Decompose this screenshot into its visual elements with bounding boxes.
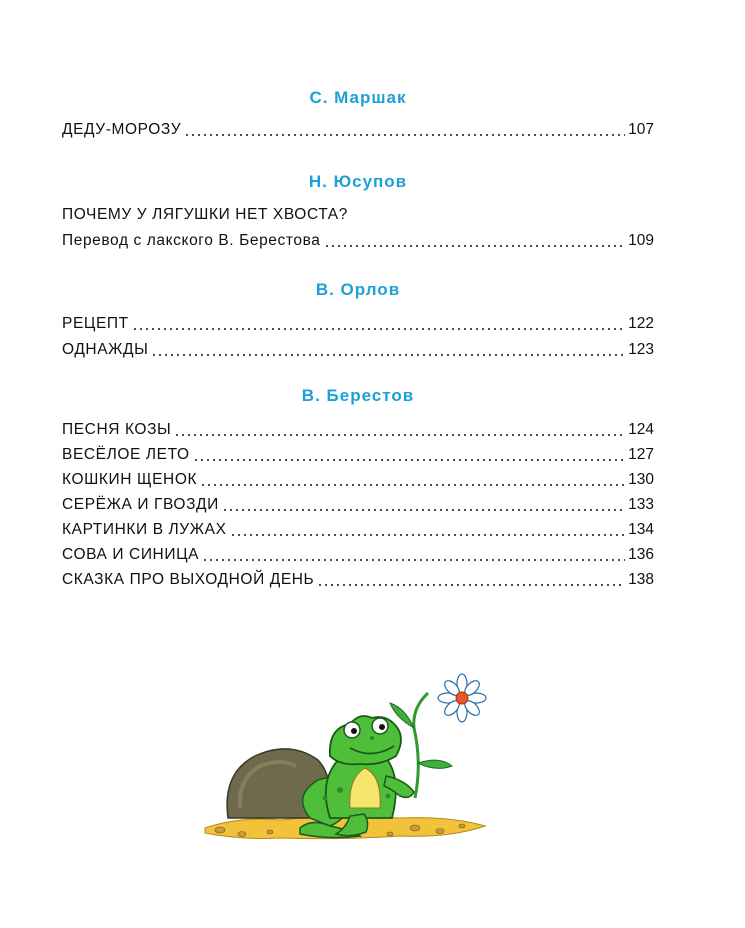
entry-title: ВЕСЁЛОЕ ЛЕТО xyxy=(62,446,190,463)
dot-leader xyxy=(222,509,625,511)
entry-title: КОШКИН ЩЕНОК xyxy=(62,471,198,488)
author-heading-marshak: С. Маршак xyxy=(309,88,407,107)
toc-entry[interactable] xyxy=(62,493,654,515)
entry-page: 109 xyxy=(628,232,654,249)
toc-entry[interactable] xyxy=(62,229,654,251)
entry-title: СКАЗКА ПРО ВЫХОДНОЙ ДЕНЬ xyxy=(62,571,315,588)
author-heading-berestov: В. Берестов xyxy=(301,386,415,405)
toc-entry[interactable] xyxy=(62,338,654,360)
entry-page: 127 xyxy=(628,446,654,463)
dot-leader xyxy=(317,584,625,586)
frog-with-daisy-illustration xyxy=(200,668,490,858)
dot-leader xyxy=(200,484,625,486)
toc-entry[interactable] xyxy=(62,568,654,590)
entry-page: 123 xyxy=(628,341,654,358)
dot-leader xyxy=(324,245,626,247)
dot-leader xyxy=(184,134,625,136)
entry-page: 136 xyxy=(628,546,654,563)
entry-title: СОВА И СИНИЦА xyxy=(62,546,200,563)
toc-entry[interactable] xyxy=(62,518,654,540)
author-heading-yusupov: Н. Юсупов xyxy=(308,172,408,191)
entry-title: ДЕДУ-МОРОЗУ xyxy=(62,121,182,138)
entry-title: КАРТИНКИ В ЛУЖАХ xyxy=(62,521,227,538)
entry-title: СЕРЁЖА И ГВОЗДИ xyxy=(62,496,219,513)
toc-entry[interactable] xyxy=(62,443,654,465)
toc-entry[interactable] xyxy=(62,468,654,490)
entry-page: 130 xyxy=(628,471,654,488)
entry-page: 107 xyxy=(628,121,654,138)
toc-entry[interactable] xyxy=(62,118,654,140)
entry-page: 124 xyxy=(628,421,654,438)
author-heading-orlov: В. Орлов xyxy=(315,280,401,299)
entry-page: 138 xyxy=(628,571,654,588)
toc-entry[interactable] xyxy=(62,312,654,334)
entry-page: 122 xyxy=(628,315,654,332)
dot-leader xyxy=(151,354,625,356)
dot-leader xyxy=(174,434,625,436)
toc-entry[interactable] xyxy=(62,543,654,565)
dot-leader xyxy=(230,534,626,536)
entry-title: Перевод с лакского В. Берестова xyxy=(62,232,321,249)
entry-page: 134 xyxy=(628,521,654,538)
entry-page: 133 xyxy=(628,496,654,513)
toc-entry[interactable] xyxy=(62,418,654,440)
entry-heading: ПОЧЕМУ У ЛЯГУШКИ НЕТ ХВОСТА? xyxy=(62,206,348,223)
entry-title: ОДНАЖДЫ xyxy=(62,341,149,358)
entry-title: ПЕСНЯ КОЗЫ xyxy=(62,421,172,438)
dot-leader xyxy=(202,559,625,561)
dot-leader xyxy=(132,328,625,330)
entry-title: РЕЦЕПТ xyxy=(62,315,129,332)
dot-leader xyxy=(193,459,625,461)
